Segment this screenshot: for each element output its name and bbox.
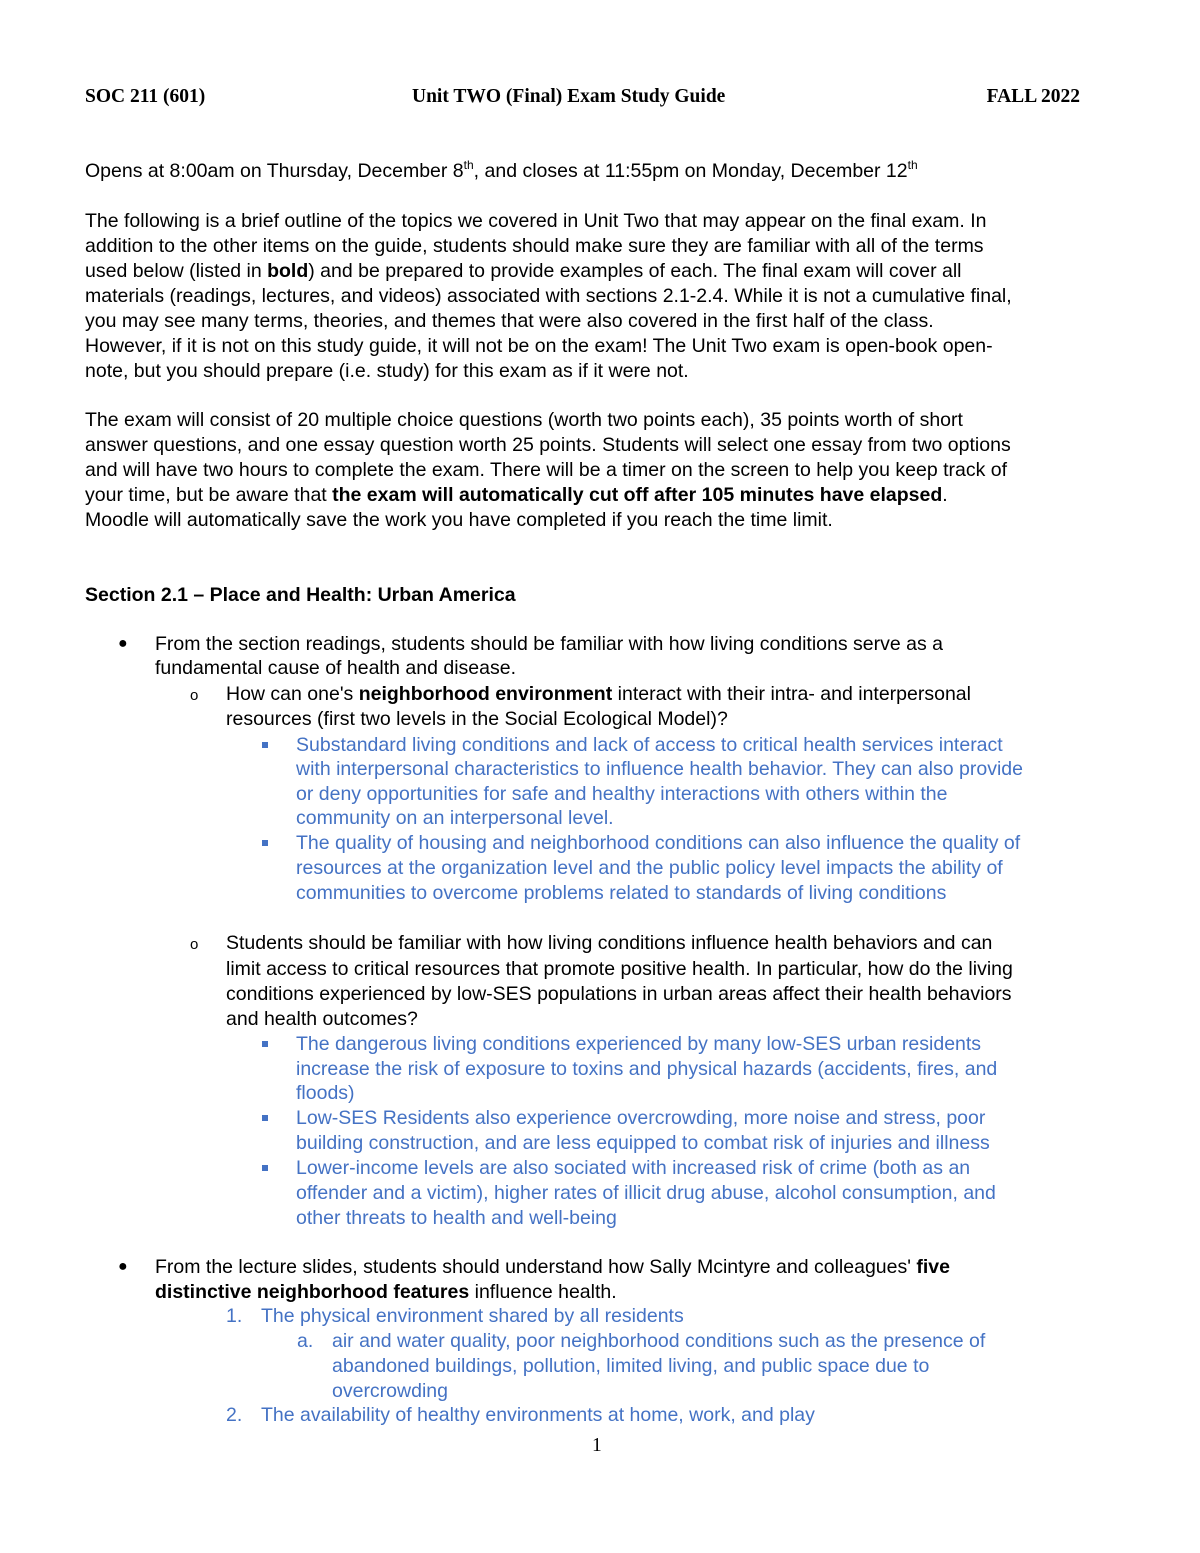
numbered-item: The physical environment shared by all residents bbox=[261, 1305, 684, 1327]
exam-line bbox=[85, 483, 948, 508]
bullet-line bbox=[155, 1280, 617, 1305]
list-number: 2. bbox=[226, 1404, 243, 1426]
answer-line: communities to overcome problems related to standards of living conditions bbox=[296, 882, 947, 904]
open-date: Opens at 8:00am on Thursday, December 8 bbox=[85, 160, 464, 182]
intro-text: used below (listed in bbox=[85, 260, 268, 282]
exam-line: Moodle will automatically save the work you have completed if you reach the time limit. bbox=[85, 509, 833, 531]
square-bullet-icon bbox=[262, 1165, 268, 1171]
answer-line: Lower-income levels are also sociated with increased risk of crime (both as an bbox=[296, 1157, 971, 1179]
square-bullet-icon bbox=[262, 742, 268, 748]
intro-line: you may see many terms, theories, and themes that were also covered in the first half of the class. bbox=[85, 310, 934, 332]
sub-bullet-line: conditions experienced by low-SES populations in urban areas affect their health behaviors bbox=[226, 983, 1012, 1005]
square-bullet-icon bbox=[262, 840, 268, 846]
sub-bullet-line: limit access to critical resources that promote positive health. In particular, how do the living bbox=[226, 958, 1013, 980]
sub-bullet-line: Students should be familiar with how living conditions influence health behaviors and can bbox=[226, 932, 993, 954]
bullet-line bbox=[155, 1255, 950, 1280]
square-bullet-icon bbox=[262, 1041, 268, 1047]
answer-line: The quality of housing and neighborhood conditions can also influence the quality of bbox=[296, 832, 1021, 854]
intro-bold: bold bbox=[267, 260, 309, 282]
circle-bullet-icon: o bbox=[190, 687, 199, 704]
exam-line: and will have two hours to complete the exam. There will be a timer on the screen to help you keep track of bbox=[85, 459, 1008, 481]
intro-text: ) and be prepared to provide examples of each. The final exam will cover all bbox=[308, 260, 962, 282]
answer-line: building construction, and are less equipped to combat risk of injuries and illness bbox=[296, 1132, 990, 1154]
page-number: 1 bbox=[592, 1435, 602, 1456]
intro-line: note, but you should prepare (i.e. study) for this exam as if it were not. bbox=[85, 360, 689, 382]
sub-bold: neighborhood environment bbox=[358, 683, 613, 705]
page-header bbox=[85, 86, 1080, 112]
lettered-item-line: abandoned buildings, pollution, limited living, and public space due to bbox=[332, 1355, 930, 1377]
answer-line: other threats to health and well-being bbox=[296, 1207, 617, 1229]
sub-bullet-line: and health outcomes? bbox=[226, 1008, 418, 1030]
section-title-text: Section 2.1 – Place and Health: Urban America bbox=[85, 584, 516, 606]
answer-line: with interpersonal characteristics to influence health behavior. They can also provide bbox=[296, 758, 1023, 780]
sub-text: How can one's bbox=[226, 683, 359, 705]
intro-line bbox=[85, 259, 962, 284]
answer-line: offender and a victim), higher rates of illicit drug abuse, alcohol consumption, and bbox=[296, 1182, 996, 1204]
answer-line: The dangerous living conditions experienced by many low-SES urban residents bbox=[296, 1033, 982, 1055]
answer-line: or deny opportunities for safe and healthy interactions with others within the bbox=[296, 783, 948, 805]
bullet-icon: ● bbox=[118, 1258, 128, 1275]
bullet-line: fundamental cause of health and disease. bbox=[155, 657, 517, 679]
exam-line: The exam will consist of 20 multiple choice questions (worth two points each), 35 points worth of short bbox=[85, 409, 963, 431]
exam-bold: the exam will automatically cut off after 105 minutes have elapsed bbox=[332, 484, 943, 506]
sub-bullet-line bbox=[226, 682, 971, 707]
intro-line: The following is a brief outline of the topics we covered in Unit Two that may appear on the final exam. In bbox=[85, 210, 987, 232]
term: FALL 2022 bbox=[986, 86, 1080, 107]
sub-bullet-line: resources (first two levels in the Social Ecological Model)? bbox=[226, 708, 728, 730]
exam-dates bbox=[85, 159, 918, 186]
square-bullet-icon bbox=[262, 1115, 268, 1121]
lettered-item-line: overcrowding bbox=[332, 1380, 448, 1402]
answer-line: floods) bbox=[296, 1082, 355, 1104]
exam-text: . bbox=[942, 484, 948, 506]
bullet-text: influence health. bbox=[469, 1281, 617, 1303]
close-date-suffix: th bbox=[907, 158, 918, 172]
bullet-line: From the section readings, students should be familiar with how living conditions serve as a bbox=[155, 633, 943, 655]
course-code: SOC 211 (601) bbox=[85, 86, 206, 107]
intro-line: materials (readings, lectures, and videos) associated with sections 2.1-2.4. While it is not a cumulative final, bbox=[85, 285, 1012, 307]
numbered-item: The availability of healthy environments at home, work, and play bbox=[261, 1404, 815, 1426]
bullet-icon: ● bbox=[118, 635, 128, 652]
bullet-bold: five bbox=[916, 1256, 950, 1278]
bullet-text: From the lecture slides, students should understand how Sally Mcintyre and colleagues' bbox=[155, 1256, 917, 1278]
intro-line: However, if it is not on this study guide, it will not be on the exam! The Unit Two exam is open-book open- bbox=[85, 335, 993, 357]
section-title bbox=[85, 583, 516, 608]
intro-line: addition to the other items on the guide, students should make sure they are familiar with all of the terms bbox=[85, 235, 984, 257]
list-number: 1. bbox=[226, 1305, 243, 1327]
bullet-bold: distinctive neighborhood features bbox=[155, 1281, 470, 1303]
answer-line: increase the risk of exposure to toxins and physical hazards (accidents, fires, and bbox=[296, 1058, 998, 1080]
document-title: Unit TWO (Final) Exam Study Guide bbox=[412, 86, 726, 107]
open-date-suffix: th bbox=[463, 158, 474, 172]
answer-line: Substandard living conditions and lack of access to critical health services interact bbox=[296, 734, 1003, 756]
exam-text: your time, but be aware that bbox=[85, 484, 333, 506]
close-date: , and closes at 11:55pm on Monday, December 12 bbox=[473, 160, 908, 182]
answer-line: resources at the organization level and the public policy level impacts the ability of bbox=[296, 857, 1003, 879]
exam-line: answer questions, and one essay question worth 25 points. Students will select one essay from two options bbox=[85, 434, 1011, 456]
sub-text: interact with their intra- and interpersonal bbox=[612, 683, 971, 705]
answer-line: Low-SES Residents also experience overcrowding, more noise and stress, poor bbox=[296, 1107, 986, 1129]
list-letter: a. bbox=[297, 1330, 314, 1352]
circle-bullet-icon: o bbox=[190, 936, 199, 953]
lettered-item-line: air and water quality, poor neighborhood conditions such as the presence of bbox=[332, 1330, 986, 1352]
answer-line: community on an interpersonal level. bbox=[296, 807, 614, 829]
